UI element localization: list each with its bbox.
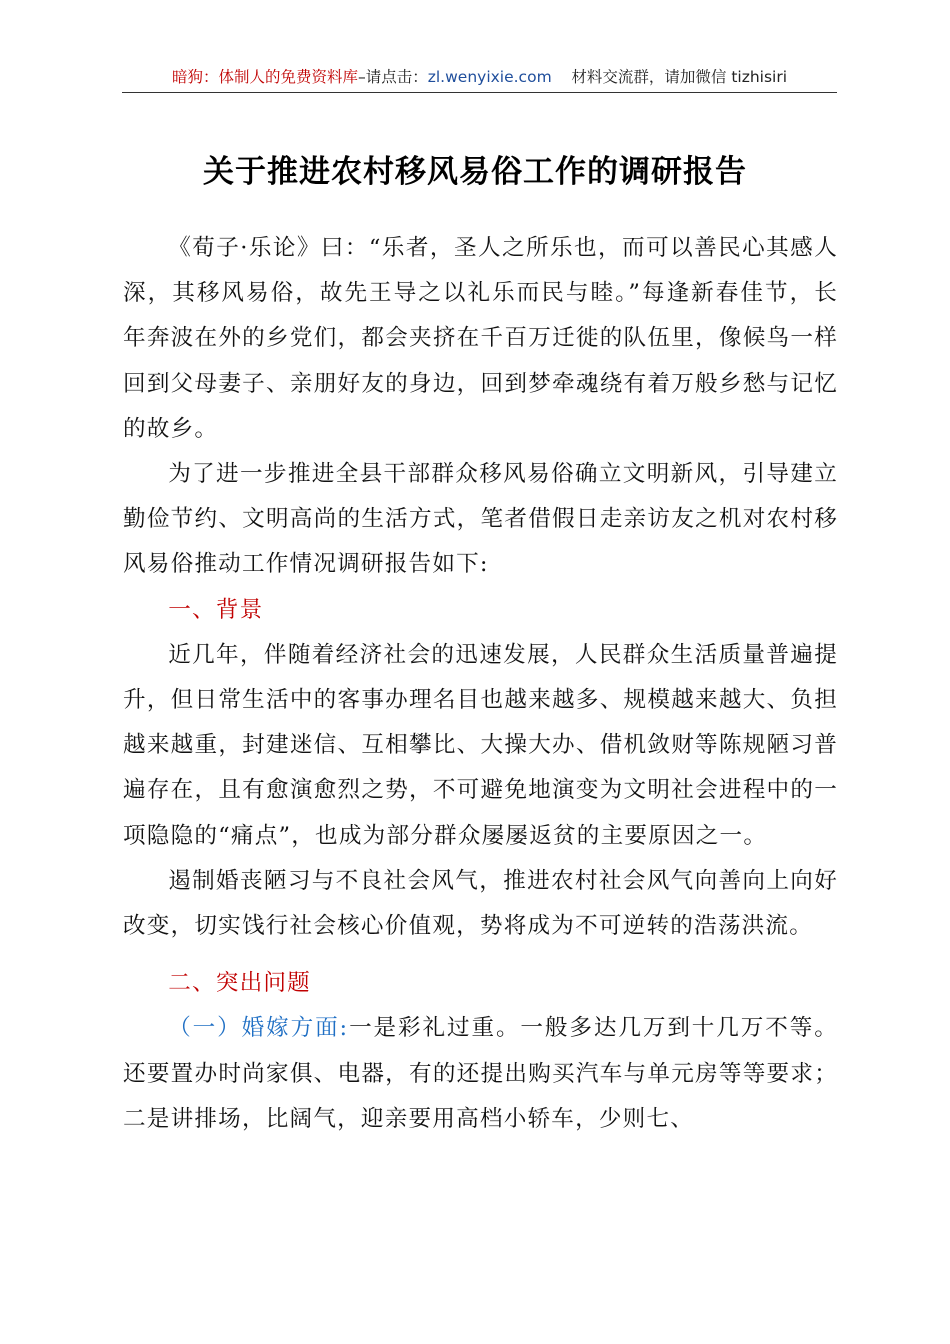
problems-paragraph-1 [123, 1006, 838, 1142]
background-paragraph-1: 近几年，伴随着经济社会的迅速发展，人民群众生活质量普遍提升，但日常生活中的客事办理名目也越来越多、规模越来越大、负担越来越重，封建迷信、互相攀比、大操大办、借机敛财等陈规陋习普遍存在，且有愈演愈烈之势，不可避免地演变为文明社会进程中的一项隐隐的“痛点”，也成为部分群众屡屡返贫的主要原因之一。 [123, 641, 838, 849]
section-heading-problems: 二、突出问题 [168, 970, 311, 997]
subsection-label-marriage: （一）婚嫁方面: [168, 1015, 349, 1042]
intro-paragraph-2: 为了进一步推进全县干部群众移风易俗确立文明新风，引导建立勤俭节约、文明高尚的生活方式，笔者借假日走亲访友之机对农村移风易俗推动工作情况调研报告如下: [123, 461, 838, 578]
header-url-link[interactable]: zl.wenyixie.com [427, 68, 552, 86]
page-header [122, 62, 837, 93]
header-wechat-note: 材料交流群，请加微信 tizhisiri [571, 68, 788, 86]
header-site-name: 暗狗：体制人的免费资料库 [171, 68, 358, 86]
subsection-text-marriage: 一是彩礼过重。一般多达几万到十几万不等。还要置办时尚家俱、电器，有的还提出购买汽车与单元房等等要求；二是讲排场，比阔气，迎亲要用高档小轿车，少则七、 [123, 1015, 838, 1132]
document-body [123, 226, 838, 1142]
intro-paragraph-1: 《荀子·乐论》曰：“乐者，圣人之所乐也，而可以善民心其感人深，其移风易俗，故先王导之以礼乐而民与睦。”每逢新春佳节，长年奔波在外的乡党们，都会夹挤在千百万迁徙的队伍里，像候鸟一样回到父母妻子、亲朋好友的身边，回到梦牵魂绕有着万般乡愁与记忆的故乡。 [123, 235, 838, 442]
header-click-prompt: –请点击： [357, 68, 428, 86]
document-title: 关于推进农村移风易俗工作的调研报告 [203, 154, 747, 190]
section-heading-background: 一、背景 [168, 596, 264, 623]
background-paragraph-2: 遏制婚丧陋习与不良社会风气，推进农村社会风气向善向上向好改变，切实饯行社会核心价值观，势将成为不可逆转的浩荡洪流。 [123, 867, 838, 940]
